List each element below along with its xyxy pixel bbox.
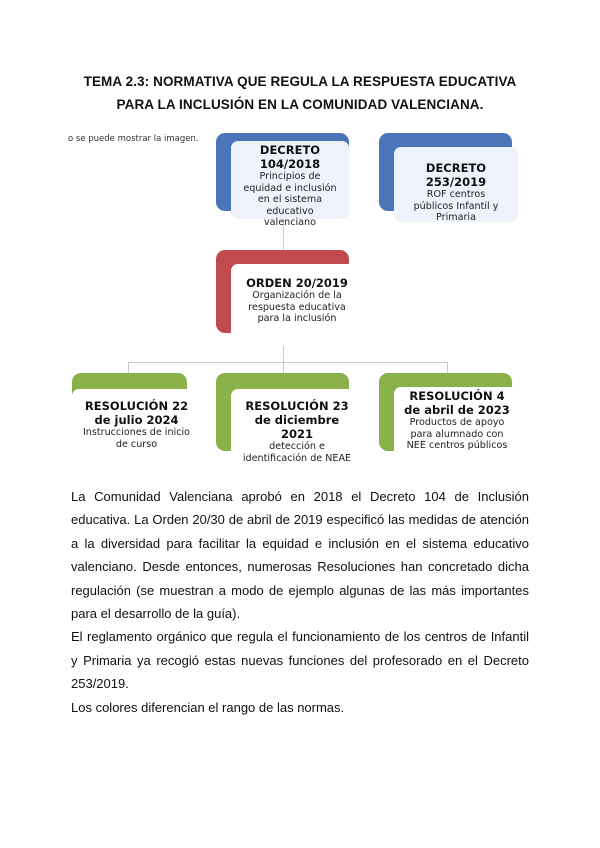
paragraph-2: El reglamento orgánico que regula el funcionamiento de los centros de Infantil y Primaria ya recogió estas nuevas funciones del profesorado en el Decreto 253/2019.	[71, 629, 529, 692]
decreto-253-content	[394, 147, 518, 222]
decreto-253-body: ROF centros públicos Infantil y Primaria	[413, 189, 499, 223]
decreto-104-body: Principios de equidad e inclusión en el sistema educativo valenciano	[243, 171, 337, 228]
image-placeholder-note: o se puede mostrar la imagen.	[68, 134, 199, 144]
resolucion-diciembre-2021-body: detección e identificación de NEAE	[242, 441, 352, 464]
resolucion-diciembre-2021-card	[216, 373, 352, 464]
orden-20-2019-content	[231, 264, 363, 346]
resolucion-abril-2023-content	[394, 387, 520, 468]
resolucion-julio-2024-head: RESOLUCIÓN 22 de julio 2024	[84, 399, 189, 427]
decreto-253-head: DECRETO 253/2019	[425, 161, 487, 189]
decreto-253-card	[379, 133, 512, 223]
orden-20-2019-card	[216, 250, 349, 333]
resolucion-abril-2023-body: Productos de apoyo para alumnado con NEE centros públicos	[406, 417, 508, 451]
decreto-104-card	[216, 133, 349, 228]
resolucion-diciembre-2021-content	[231, 389, 363, 466]
orden-20-2019-body: Organización de la respuesta educativa para la inclusión	[248, 290, 346, 324]
resolucion-diciembre-2021-head: RESOLUCIÓN 23 de diciembre 2021	[245, 399, 349, 441]
resolucion-julio-2024-body: Instrucciones de inicio de curso	[82, 427, 191, 450]
paragraph-1: La Comunidad Valenciana aprobó en 2018 el Decreto 104 de Inclusión educativa. La Orden 20/30 de abril de 2019 especificó las medidas de atención a la diversidad para facilitar la equidad e inclusión en el sistema educativo valenciano. Desde entonces, numerosas Resoluciones han concretado dicha regulación (se muestran a modo de ejemplo algunas de las más importantes para el desarrollo de la guía).	[71, 489, 529, 622]
resolucion-abril-2023-head: RESOLUCIÓN 4 de abril de 2023	[404, 389, 510, 417]
body-text	[71, 485, 529, 719]
decreto-104-content	[231, 141, 349, 228]
title-line-2: PARA LA INCLUSIÓN EN LA COMUNIDAD VALENCIANA.	[116, 97, 484, 112]
resolucion-julio-2024-content	[72, 389, 201, 466]
connector-horizontal	[128, 362, 448, 363]
title-line-1: TEMA 2.3: NORMATIVA QUE REGULA LA RESPUESTA EDUCATIVA	[83, 74, 517, 89]
resolucion-abril-2023-card	[379, 373, 512, 451]
page-title	[40, 70, 560, 116]
decreto-104-head: DECRETO 104/2018	[259, 143, 321, 171]
orden-20-2019-head: ORDEN 20/2019	[246, 276, 348, 290]
paragraph-3: Los colores diferencian el rango de las normas.	[71, 699, 345, 715]
resolucion-julio-2024-card	[72, 373, 191, 451]
